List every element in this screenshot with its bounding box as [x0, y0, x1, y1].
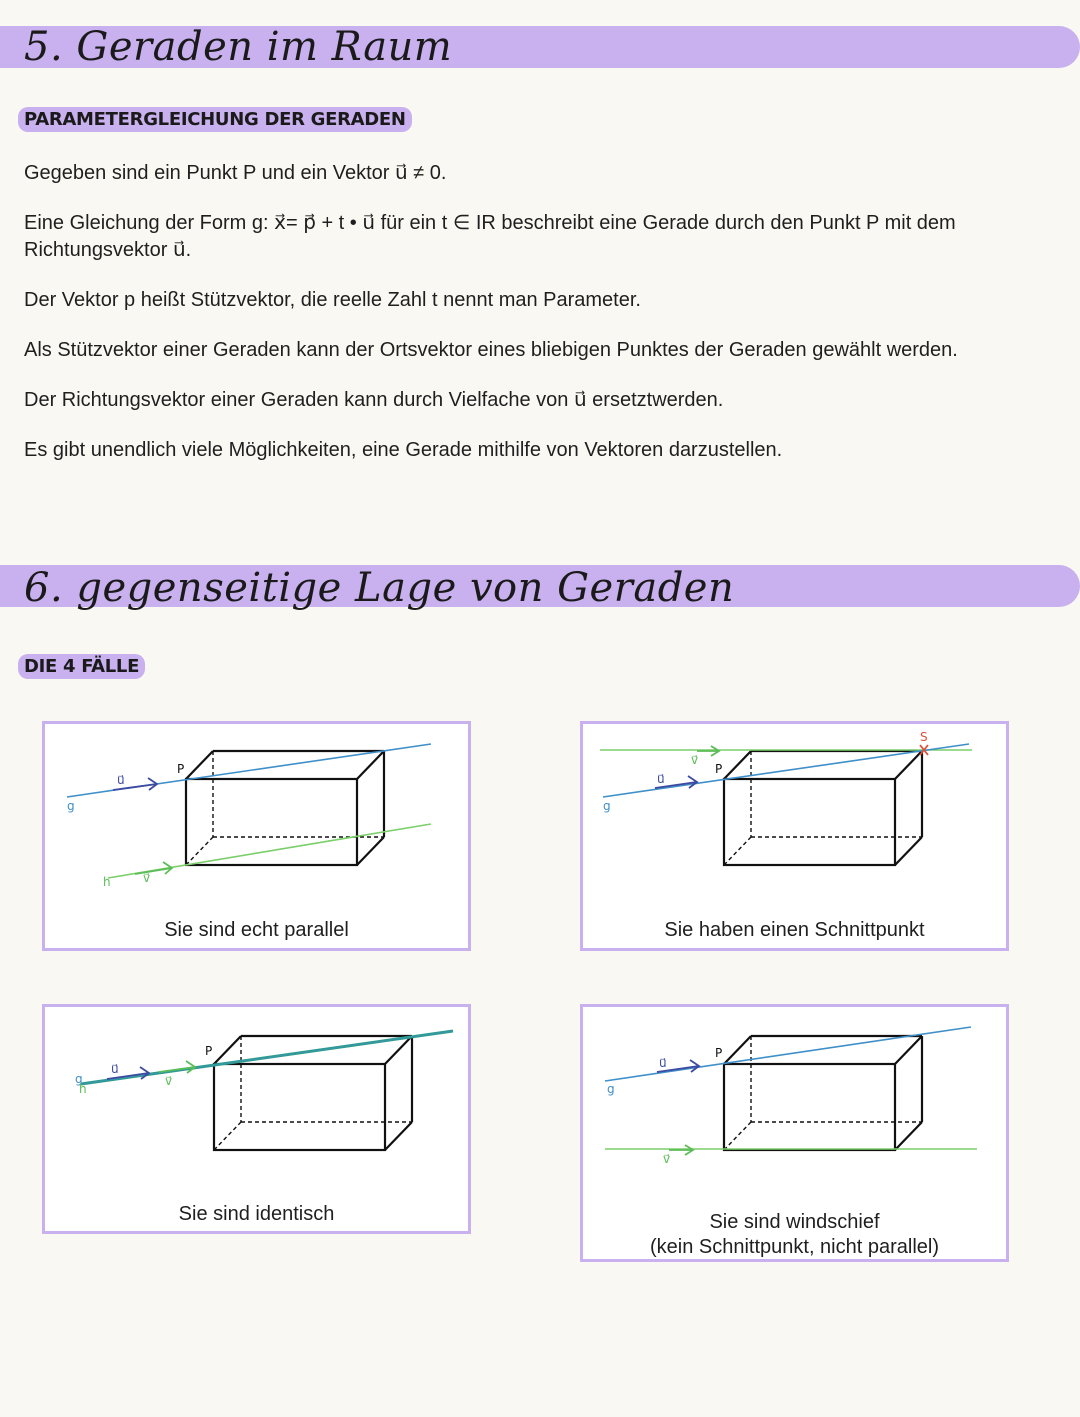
point-p-label: P — [715, 762, 723, 776]
line-g-label: g — [603, 799, 611, 813]
paragraph-any-point: Als Stützvektor einer Geraden kann der Ortsvektor eines bliebigen Punktes der Geraden gewählt werden. — [24, 339, 958, 361]
vector-v-label: v⃗ — [165, 1074, 173, 1088]
paragraph-infinite-ways: Es gibt unendlich viele Möglichkeiten, eine Gerade mithilfe von Vektoren darzustellen. — [24, 439, 783, 461]
case-parallel-box — [42, 721, 471, 951]
point-p-label: P — [177, 762, 185, 776]
vector-u-label: u⃗ — [111, 1062, 119, 1076]
paragraph-given: Gegeben sind ein Punkt P und ein Vektor u⃗ ≠ 0. — [24, 162, 447, 184]
case-identical-box — [42, 1004, 471, 1234]
paragraph-direction-multiple: Der Richtungsvektor einer Geraden kann durch Vielfache von u⃗ ersetztwerden. — [24, 389, 724, 411]
section6-title: 6. gegenseitige Lage von Geraden — [24, 565, 735, 611]
case-intersect-box — [580, 721, 1009, 951]
line-h-label: h — [79, 1082, 87, 1096]
case-parallel-diagram — [45, 724, 468, 948]
case-skew-caption-line2: (kein Schnittpunkt, nicht parallel) — [649, 1236, 940, 1258]
paragraph-equation: Eine Gleichung der Form g: x⃗= p⃗ + t • u⃗ für ein t ∈ IR beschreibt eine Gerade durch den Punkt P mit dem Richtungsvektor u⃗. — [24, 212, 956, 261]
case-identical-caption: Sie sind identisch — [178, 1203, 335, 1225]
vector-u-label: u⃗ — [117, 773, 125, 787]
point-p-label: P — [715, 1046, 723, 1060]
line-g-label: g — [607, 1082, 615, 1096]
point-p-label: P — [205, 1044, 213, 1058]
case-skew-box — [580, 1004, 1009, 1262]
vector-v-label: v⃗ — [663, 1152, 671, 1166]
intersection-s-label: S — [920, 730, 928, 744]
line-g-label: g — [75, 1072, 83, 1086]
line-g-label: g — [67, 799, 75, 813]
case-skew-caption — [583, 1210, 1006, 1260]
section5-subheading: PARAMETERGLEICHUNG DER GERADEN — [18, 107, 412, 132]
line-h-label: h — [103, 875, 111, 889]
vector-u-label: u⃗ — [659, 1056, 667, 1070]
section6-subheading: DIE 4 FÄLLE — [18, 654, 145, 679]
vector-v-label: v⃗ — [143, 871, 151, 885]
vector-u-label: u⃗ — [657, 772, 665, 786]
case-intersect-caption: Sie haben einen Schnittpunkt — [664, 919, 925, 941]
case-intersect-diagram — [583, 724, 1006, 948]
case-identical-diagram — [45, 1007, 468, 1231]
case-skew-caption-line1: Sie sind windschief — [709, 1211, 880, 1233]
section5-title: 5. Geraden im Raum — [24, 24, 453, 70]
case-parallel-caption: Sie sind echt parallel — [164, 919, 349, 941]
vector-v-label: v⃗ — [691, 753, 699, 767]
paragraph-support-vector: Der Vektor p heißt Stützvektor, die reelle Zahl t nennt man Parameter. — [24, 289, 641, 311]
